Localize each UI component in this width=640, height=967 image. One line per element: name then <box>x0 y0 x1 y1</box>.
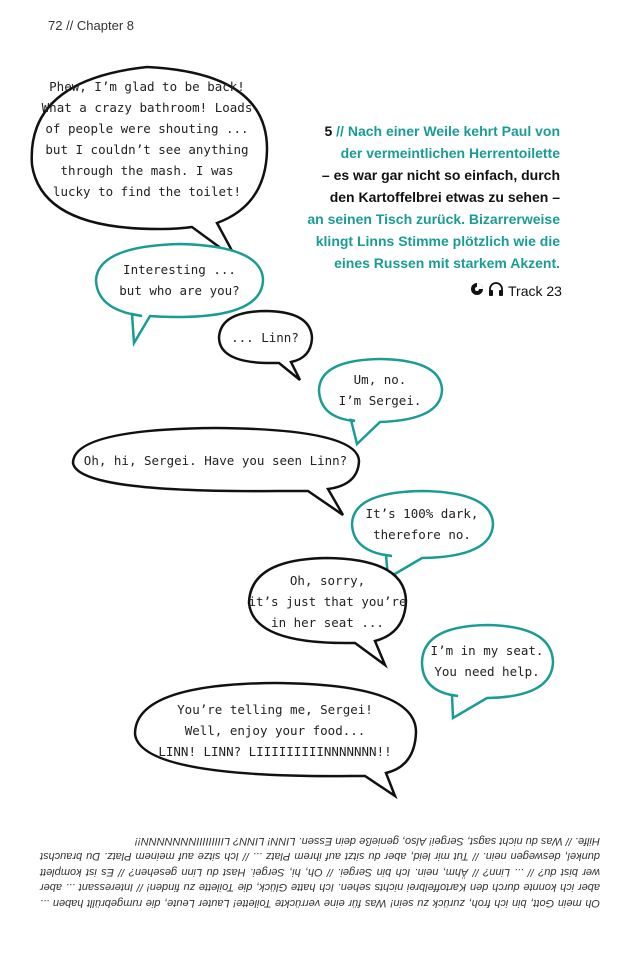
narration-block <box>290 120 560 274</box>
narration-line: klingt Linns Stimme plötzlich wie die <box>315 233 560 249</box>
bubble-line: through the mash. I was <box>60 163 234 178</box>
bubble-line: ... Linn? <box>231 329 299 345</box>
bubble-line: it’s just that you’re <box>248 593 407 609</box>
speech-bubble-need-help <box>418 622 556 700</box>
bubble-line: What a crazy bathroom! Loads <box>41 100 253 115</box>
bubble-line: Interesting ... <box>123 262 236 277</box>
narration-slash: // <box>332 123 344 139</box>
track-label: Track 23 <box>508 282 562 299</box>
narration-line: der vermeintlichen Herrentoilette <box>340 145 560 161</box>
bubble-line: Um, no. <box>353 372 407 387</box>
bubble-line: Oh, sorry, <box>289 572 366 588</box>
speech-bubble-100-dark <box>348 488 496 560</box>
narration-line: an seinen Tisch zurück. Bizarrerweise <box>307 211 560 227</box>
speech-bubble-linn-question <box>215 308 315 366</box>
narration-line: – es war gar nicht so einfach, durch <box>321 167 560 183</box>
bubble-line: but I couldn’t see anything <box>45 142 249 157</box>
bubble-line: but who are you? <box>119 283 240 298</box>
speech-bubble-im-sergei <box>315 356 445 424</box>
disc-icon <box>470 282 484 299</box>
bubble-line: Phew, I’m glad to be back! <box>49 79 245 94</box>
speech-bubble-have-you-seen-linn <box>68 425 363 495</box>
narration-line: eines Russen mit starkem Akzent. <box>334 255 560 271</box>
audio-track[interactable] <box>470 282 562 299</box>
bubble-line: in her seat ... <box>271 614 384 630</box>
upside-down-translation <box>40 800 600 910</box>
bubble-line: Oh, hi, Sergei. Have you seen Linn? <box>83 452 348 468</box>
bubble-line: You’re telling me, Sergei! <box>177 701 373 717</box>
narration-line: Nach einer Weile kehrt Paul von <box>347 123 560 139</box>
translation-text: Oh mein Gott, bin ich froh, zurück zu sein! Was für eine verrückte Toilette! Lauter Leute, die rumgebrüllt haben ... aber ich konnte durch den Kartoffelbrei nichts sehen. Ich hatte Glück, die Toilette zu finden! // Interessant ... aber wer bist du? // ... Linn? // Ähm, nein. Ich bin Sergei. // Oh, hi, Sergei. Hast du Linn gesehen? // Es ist komplett dunkel, deswegen nein. // Tut mir leid, aber du sitzt auf ihrem Platz ... // Ich sitze auf meinem Platz. Du brauchst Hilfe. // Was du nicht sagst, Sergei! Also, genieße dein Essen. LINN! LINN? LIIIIIIIIINNNNNNN!! <box>40 835 600 909</box>
narration-number: 5 <box>324 123 333 139</box>
bubble-line: of people were shouting ... <box>45 121 249 136</box>
bubble-line: I’m Sergei. <box>338 393 422 408</box>
bubble-line: LINN! LINN? LIIIIIIIIINNNNNNN!! <box>158 743 392 759</box>
headphones-icon <box>488 282 504 299</box>
bubble-line: Well, enjoy your food... <box>184 722 366 738</box>
narration-line: den Kartoffelbrei etwas zu sehen – <box>329 189 560 205</box>
page-header: 72 // Chapter 8 <box>48 18 134 33</box>
speech-bubble-enjoy-your-food <box>130 680 420 780</box>
bubble-line: lucky to find the toilet! <box>52 184 242 199</box>
speech-bubble-in-her-seat <box>245 555 410 647</box>
speech-bubble-paul-return <box>22 55 272 235</box>
bubble-line: I’m in my seat. <box>430 643 544 658</box>
bubble-line: You need help. <box>434 664 540 679</box>
bubble-line: therefore no. <box>373 527 471 542</box>
bubble-line: It’s 100% dark, <box>365 506 479 521</box>
